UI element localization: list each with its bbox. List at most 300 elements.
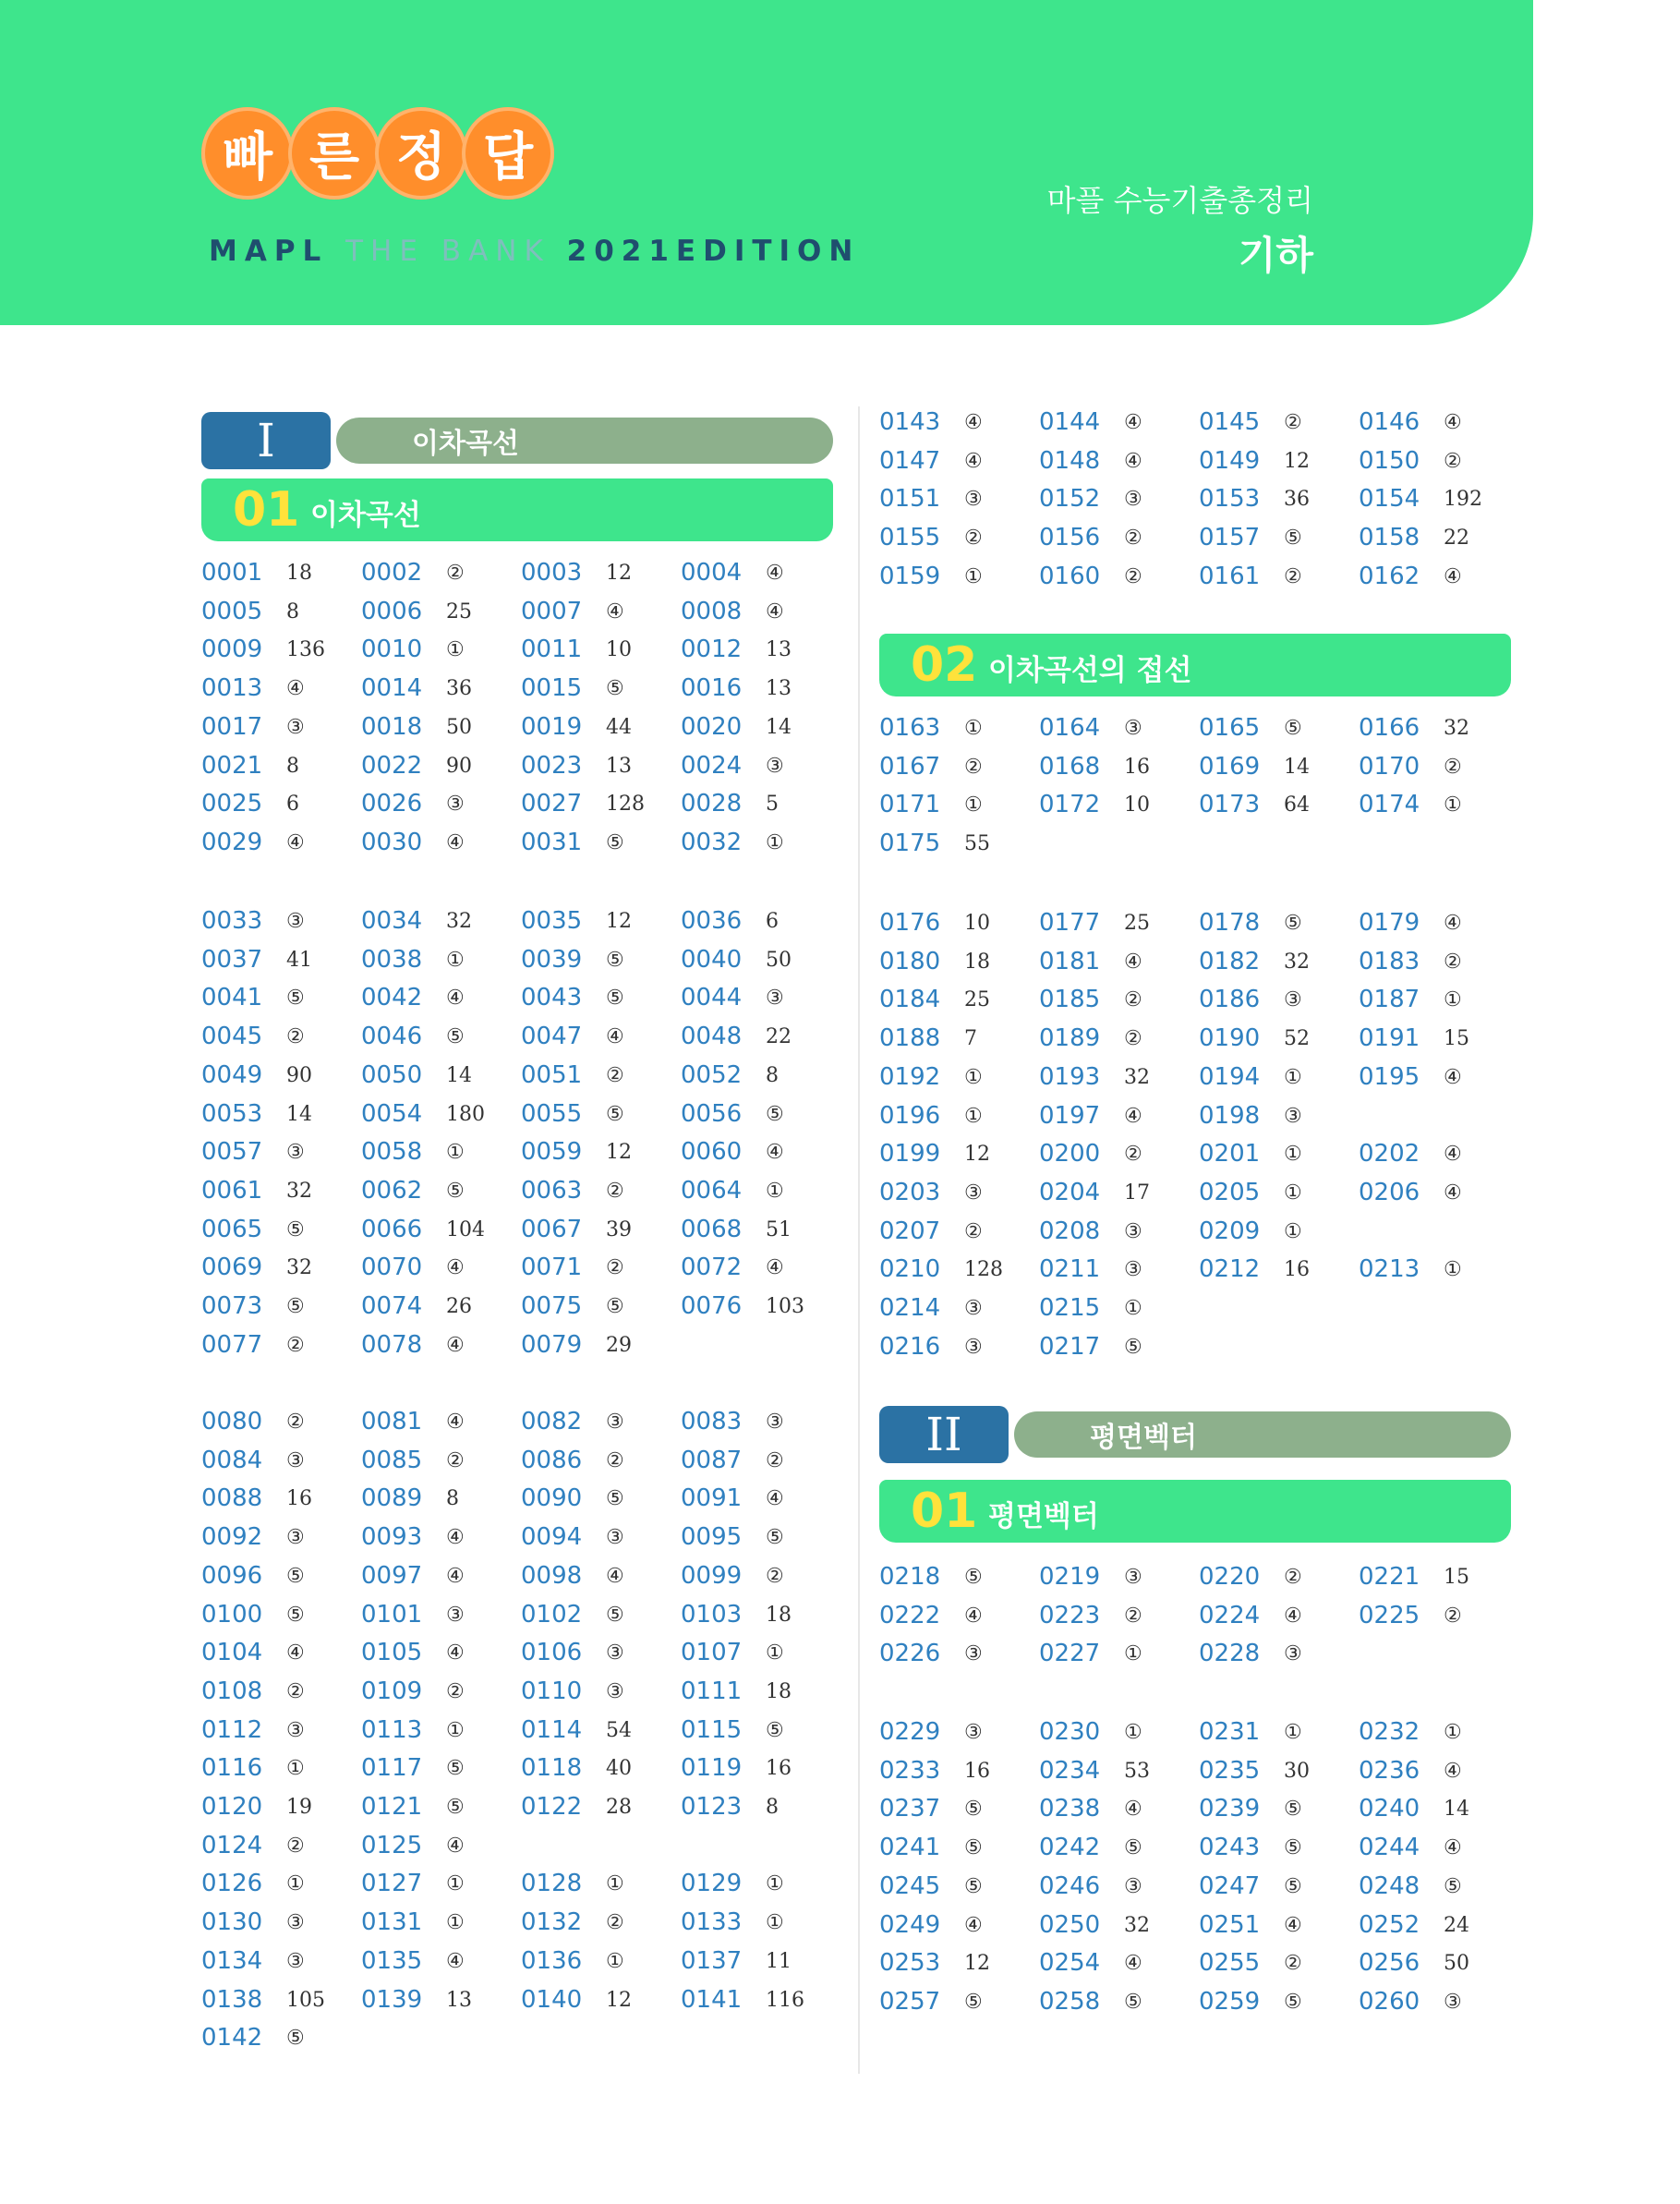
answer-entry — [1199, 1253, 1360, 1290]
answer-entry — [1359, 907, 1519, 944]
answer-entry — [879, 1292, 1040, 1329]
question-number: 0057 — [201, 1138, 263, 1167]
question-number: 0136 — [521, 1946, 583, 1975]
answer-entry — [1359, 522, 1519, 559]
question-number: 0170 — [1359, 752, 1420, 781]
answer-row — [201, 1984, 833, 2021]
question-number: 0012 — [681, 636, 743, 664]
answer-entry — [521, 944, 682, 981]
answer-value: ① — [446, 1872, 465, 1896]
question-number: 0140 — [521, 1985, 583, 2014]
answer-entry — [521, 1945, 682, 1982]
answer-entry — [1199, 1561, 1360, 1598]
question-number: 0032 — [681, 828, 743, 856]
answer-entry — [879, 946, 1040, 983]
question-number: 0142 — [201, 2024, 263, 2053]
question-number: 0171 — [879, 791, 941, 819]
question-number: 0161 — [1199, 562, 1261, 590]
answer-row — [879, 1100, 1511, 1137]
answer-entry — [1359, 789, 1519, 826]
answer-entry — [681, 1984, 841, 2021]
question-number: 0144 — [1039, 408, 1101, 436]
answer-entry — [361, 1830, 522, 1867]
question-number: 0215 — [1039, 1294, 1101, 1322]
answer-entry — [201, 1868, 362, 1905]
answer-entry — [1359, 712, 1519, 749]
answer-entry — [681, 982, 841, 1019]
question-number: 0029 — [201, 828, 263, 856]
answer-entry — [681, 827, 841, 864]
answer-value: 32 — [1284, 950, 1310, 974]
answer-value: ④ — [286, 677, 305, 701]
book-series: 마플 수능기출총정리 — [1046, 183, 1313, 218]
answer-value: 19 — [286, 1796, 312, 1819]
answer-value: ③ — [964, 1181, 983, 1205]
answer-value: 32 — [446, 910, 472, 933]
answer-entry — [681, 672, 841, 709]
answer-entry — [879, 406, 1040, 443]
answer-entry — [521, 750, 682, 787]
answer-row — [879, 483, 1511, 520]
answer-value: ③ — [286, 1911, 305, 1935]
question-number: 0250 — [1039, 1910, 1101, 1939]
answer-row — [879, 1638, 1511, 1675]
answer-entry — [361, 1021, 522, 1058]
answer-row — [201, 944, 833, 981]
answer-entry — [521, 1483, 682, 1520]
answer-entry — [681, 788, 841, 825]
question-number: 0132 — [521, 1908, 583, 1937]
answer-entry — [521, 1560, 682, 1597]
answer-row — [879, 1331, 1511, 1368]
answer-entry — [361, 1329, 522, 1366]
answer-entry — [1199, 1832, 1360, 1869]
answer-entry — [1039, 712, 1200, 749]
answer-value: 12 — [606, 1988, 632, 2012]
answer-value: ③ — [1124, 717, 1142, 740]
column-divider — [858, 406, 860, 2074]
answer-entry — [521, 788, 682, 825]
section-title: 이차곡선 — [310, 499, 421, 532]
question-number: 0086 — [521, 1446, 583, 1474]
question-number: 0001 — [201, 559, 263, 587]
answer-value: ② — [964, 527, 983, 551]
answer-value: 18 — [286, 562, 312, 585]
question-number: 0145 — [1199, 408, 1261, 436]
answer-entry — [681, 750, 841, 787]
answer-entry — [1359, 406, 1519, 443]
answer-value: 25 — [1124, 912, 1150, 935]
answer-entry — [1359, 1600, 1519, 1637]
answer-entry — [201, 1290, 362, 1327]
question-number: 0214 — [879, 1294, 941, 1322]
question-number: 0166 — [1359, 714, 1420, 742]
answer-value: ③ — [286, 1448, 305, 1472]
answer-value: ④ — [1124, 1952, 1142, 1976]
answer-value: ③ — [606, 1526, 624, 1550]
question-number: 0062 — [361, 1176, 423, 1205]
answer-entry — [681, 1521, 841, 1558]
answer-value: ⑤ — [1284, 1990, 1302, 2014]
answer-row — [201, 827, 833, 864]
answer-entry — [521, 1752, 682, 1789]
answer-value: ② — [286, 1025, 305, 1049]
logo-char: 답 — [462, 107, 554, 200]
answer-value: ⑤ — [766, 1102, 784, 1126]
answer-entry — [201, 1214, 362, 1251]
answer-value: 12 — [1284, 449, 1310, 473]
question-number: 0163 — [879, 714, 941, 742]
question-number: 0093 — [361, 1523, 423, 1552]
question-number: 0019 — [521, 712, 583, 741]
answer-value: ① — [964, 564, 983, 588]
answer-value: ⑤ — [446, 1757, 465, 1781]
answer-entry — [1039, 1100, 1200, 1137]
question-number: 0016 — [681, 674, 743, 703]
answer-value: ① — [606, 1872, 624, 1896]
answer-entry — [681, 1098, 841, 1135]
answer-value: ④ — [1124, 950, 1142, 974]
question-number: 0209 — [1199, 1217, 1261, 1245]
question-number: 0175 — [879, 830, 941, 858]
answer-entry — [879, 1793, 1040, 1830]
answer-value: ② — [1284, 564, 1302, 588]
question-number: 0026 — [361, 790, 423, 818]
answer-value: 13 — [766, 638, 792, 662]
answer-value: ③ — [964, 1297, 983, 1320]
answer-entry — [361, 905, 522, 942]
answer-value: 16 — [1124, 755, 1150, 779]
question-number: 0068 — [681, 1215, 743, 1243]
answer-entry — [1359, 1755, 1519, 1792]
answer-value: ⑤ — [606, 1487, 624, 1511]
question-number: 0247 — [1199, 1871, 1261, 1900]
answer-value: ④ — [766, 562, 784, 585]
question-number: 0125 — [361, 1831, 423, 1859]
answer-row — [201, 788, 833, 825]
answer-entry — [201, 557, 362, 594]
answer-row — [879, 1909, 1511, 1946]
question-number: 0102 — [521, 1600, 583, 1629]
question-number: 0022 — [361, 751, 423, 780]
question-number: 0018 — [361, 712, 423, 741]
answer-value: ④ — [1444, 411, 1462, 434]
answer-value: ③ — [286, 1718, 305, 1742]
answer-value: 54 — [606, 1718, 632, 1742]
answer-entry — [361, 1791, 522, 1828]
answer-value: ③ — [964, 1335, 983, 1359]
question-number: 0021 — [201, 751, 263, 780]
question-number: 0095 — [681, 1523, 743, 1552]
question-number: 0191 — [1359, 1024, 1420, 1053]
question-number: 0122 — [521, 1793, 583, 1821]
question-number: 0158 — [1359, 524, 1420, 552]
question-number: 0069 — [201, 1253, 263, 1282]
answer-value: ② — [1444, 449, 1462, 473]
question-number: 0005 — [201, 597, 263, 625]
answer-entry — [879, 1023, 1040, 1060]
answer-value: ⑤ — [606, 1102, 624, 1126]
answer-row — [879, 946, 1511, 983]
question-number: 0194 — [1199, 1062, 1261, 1091]
answer-entry — [361, 596, 522, 633]
answer-value: 16 — [766, 1757, 792, 1781]
answer-entry — [681, 634, 841, 671]
answer-entry — [361, 1945, 522, 1982]
answer-row — [879, 522, 1511, 559]
answer-entry — [1039, 1138, 1200, 1175]
answer-entry — [361, 1984, 522, 2021]
question-number: 0045 — [201, 1023, 263, 1051]
answer-value: 8 — [286, 754, 299, 778]
answer-value: 10 — [964, 912, 990, 935]
answer-entry — [879, 1909, 1040, 1946]
answer-row — [879, 1292, 1511, 1329]
answer-entry — [1199, 1755, 1360, 1792]
answer-row — [201, 1830, 833, 1867]
question-number: 0190 — [1199, 1024, 1261, 1053]
answer-value: ② — [606, 1179, 624, 1203]
answer-value: 8 — [446, 1487, 459, 1511]
question-number: 0208 — [1039, 1217, 1101, 1245]
question-number: 0138 — [201, 1985, 263, 2014]
answer-entry — [1199, 1793, 1360, 1830]
question-number: 0157 — [1199, 524, 1261, 552]
answer-row — [879, 1600, 1511, 1637]
answer-entry — [361, 711, 522, 748]
question-number: 0087 — [681, 1446, 743, 1474]
answer-value: ② — [1284, 1952, 1302, 1976]
answer-value: ⑤ — [606, 677, 624, 701]
answer-entry — [361, 1214, 522, 1251]
question-number: 0151 — [879, 485, 941, 514]
question-number: 0251 — [1199, 1910, 1261, 1939]
answer-value: ① — [1444, 793, 1462, 817]
logo-char: 정 — [375, 107, 467, 200]
answer-entry — [521, 1714, 682, 1751]
question-number: 0116 — [201, 1754, 263, 1783]
question-number: 0183 — [1359, 947, 1420, 975]
answer-value: ③ — [1124, 1219, 1142, 1243]
answer-row — [201, 711, 833, 748]
answer-value: ① — [964, 1065, 983, 1089]
question-number: 0220 — [1199, 1563, 1261, 1591]
question-number: 0089 — [361, 1484, 423, 1513]
answer-entry — [521, 557, 682, 594]
question-number: 0207 — [879, 1217, 941, 1245]
answer-row — [201, 750, 833, 787]
part-number: I — [201, 412, 331, 469]
question-number: 0236 — [1359, 1756, 1420, 1785]
question-number: 0025 — [201, 790, 263, 818]
answer-value: 18 — [964, 950, 990, 974]
answer-entry — [521, 1445, 682, 1482]
answer-entry — [681, 1136, 841, 1173]
answer-value: 192 — [1444, 488, 1482, 512]
answer-entry — [201, 827, 362, 864]
answer-entry — [1039, 1638, 1200, 1675]
answer-entry — [681, 711, 841, 748]
answer-entry — [361, 1599, 522, 1636]
question-number: 0129 — [681, 1870, 743, 1898]
question-number: 0200 — [1039, 1140, 1101, 1169]
answer-value: ④ — [1444, 1181, 1462, 1205]
question-number: 0137 — [681, 1946, 743, 1975]
answer-entry — [879, 1061, 1040, 1098]
question-number: 0253 — [879, 1949, 941, 1978]
answer-value: ④ — [286, 1641, 305, 1665]
answer-entry — [879, 828, 1040, 865]
answer-value: ④ — [1444, 1759, 1462, 1783]
answer-entry — [201, 1521, 362, 1558]
answer-value: 51 — [766, 1217, 792, 1241]
answer-value: 50 — [1444, 1952, 1469, 1976]
answer-value: ④ — [606, 1025, 624, 1049]
answer-row — [879, 1023, 1511, 1060]
answer-entry — [521, 1868, 682, 1905]
question-number: 0072 — [681, 1253, 743, 1282]
answer-entry — [681, 1714, 841, 1751]
answer-value: 14 — [766, 715, 792, 739]
answer-entry — [521, 982, 682, 1019]
answer-row — [879, 1253, 1511, 1290]
question-number: 0079 — [521, 1330, 583, 1359]
question-number: 0039 — [521, 945, 583, 974]
answer-value: 13 — [766, 677, 792, 701]
question-number: 0048 — [681, 1023, 743, 1051]
answer-entry — [1199, 751, 1360, 788]
answer-entry — [681, 1599, 841, 1636]
answer-row — [879, 1755, 1511, 1792]
question-number: 0249 — [879, 1910, 941, 1939]
answer-value: ④ — [446, 1949, 465, 1973]
answer-row — [201, 1907, 833, 1944]
answer-value: 29 — [606, 1333, 632, 1357]
answer-entry — [361, 1521, 522, 1558]
answer-value: ② — [964, 755, 983, 779]
answer-entry — [361, 1868, 522, 1905]
question-number: 0219 — [1039, 1563, 1101, 1591]
answer-value: ① — [964, 1104, 983, 1128]
answer-value: 22 — [1444, 527, 1469, 551]
answer-entry — [879, 1638, 1040, 1675]
answer-value: 5 — [766, 793, 779, 817]
answer-entry — [681, 1021, 841, 1058]
answer-entry — [879, 789, 1040, 826]
header-book-info — [1047, 177, 1313, 281]
question-number: 0051 — [521, 1060, 583, 1089]
answer-value: ③ — [1284, 1104, 1302, 1128]
answer-entry — [1199, 907, 1360, 944]
answer-value: 64 — [1284, 793, 1310, 817]
question-number: 0098 — [521, 1561, 583, 1590]
answer-entry — [361, 944, 522, 981]
answer-value: 16 — [1284, 1258, 1310, 1282]
answer-row — [201, 905, 833, 942]
answer-value: ④ — [1444, 564, 1462, 588]
question-number: 0165 — [1199, 714, 1261, 742]
answer-value: ⑤ — [286, 1603, 305, 1627]
answer-value: ④ — [1444, 912, 1462, 935]
answer-value: 32 — [1124, 1913, 1150, 1937]
answer-entry — [681, 557, 841, 594]
question-number: 0052 — [681, 1060, 743, 1089]
answer-row — [201, 1175, 833, 1212]
answer-entry — [1199, 522, 1360, 559]
answer-entry — [1199, 1177, 1360, 1214]
answer-entry — [1039, 1986, 1200, 2023]
question-number: 0212 — [1199, 1255, 1261, 1284]
answer-entry — [879, 1871, 1040, 1907]
answer-value: ⑤ — [964, 1874, 983, 1898]
answer-value: 12 — [964, 1952, 990, 1976]
answer-entry — [681, 1868, 841, 1905]
answer-value: ⑤ — [446, 1179, 465, 1203]
part-number: II — [879, 1406, 1009, 1463]
answer-entry — [681, 905, 841, 942]
answer-value: ③ — [1124, 488, 1142, 512]
section-number: 01 — [911, 1483, 978, 1539]
answer-entry — [1199, 1947, 1360, 1984]
question-number: 0217 — [1039, 1332, 1101, 1361]
answer-value: ② — [1124, 1604, 1142, 1628]
question-number: 0126 — [201, 1870, 263, 1898]
answer-entry — [201, 905, 362, 942]
answer-entry — [201, 1560, 362, 1597]
answer-value: ③ — [1444, 1990, 1462, 2014]
question-number: 0231 — [1199, 1718, 1261, 1746]
question-number: 0004 — [681, 559, 743, 587]
quick-answer-logo — [201, 107, 549, 203]
answer-value: 22 — [766, 1025, 792, 1049]
question-number: 0127 — [361, 1870, 423, 1898]
answer-row — [879, 1716, 1511, 1753]
question-number: 0234 — [1039, 1756, 1101, 1785]
answer-entry — [879, 1600, 1040, 1637]
question-number: 0096 — [201, 1561, 263, 1590]
logo-char: 른 — [288, 107, 381, 200]
answer-entry — [1359, 751, 1519, 788]
question-number: 0216 — [879, 1332, 941, 1361]
answer-entry — [879, 1331, 1040, 1368]
answer-value: ③ — [964, 488, 983, 512]
answer-entry — [201, 1060, 362, 1096]
section-title: 평면벡터 — [988, 1500, 1099, 1533]
answer-entry — [1199, 1909, 1360, 1946]
answer-value: ② — [286, 1333, 305, 1357]
answer-entry — [1199, 984, 1360, 1021]
answer-row — [879, 751, 1511, 788]
answer-entry — [681, 1252, 841, 1289]
question-number: 0034 — [361, 907, 423, 935]
answer-entry — [879, 1561, 1040, 1598]
answer-value: ④ — [1284, 1604, 1302, 1628]
answer-row — [879, 984, 1511, 1021]
answer-row — [201, 1136, 833, 1173]
answer-value: ⑤ — [606, 987, 624, 1011]
question-number: 0094 — [521, 1523, 583, 1552]
brand-mapl: MAPL — [209, 235, 346, 268]
answer-value: ② — [606, 1911, 624, 1935]
answer-entry — [681, 1945, 841, 1982]
question-number: 0009 — [201, 636, 263, 664]
question-number: 0218 — [879, 1563, 941, 1591]
answer-entry — [1359, 1177, 1519, 1214]
answer-entry — [201, 788, 362, 825]
answer-value: 12 — [964, 1143, 990, 1167]
answer-entry — [521, 1136, 682, 1173]
answer-entry — [1359, 445, 1519, 482]
